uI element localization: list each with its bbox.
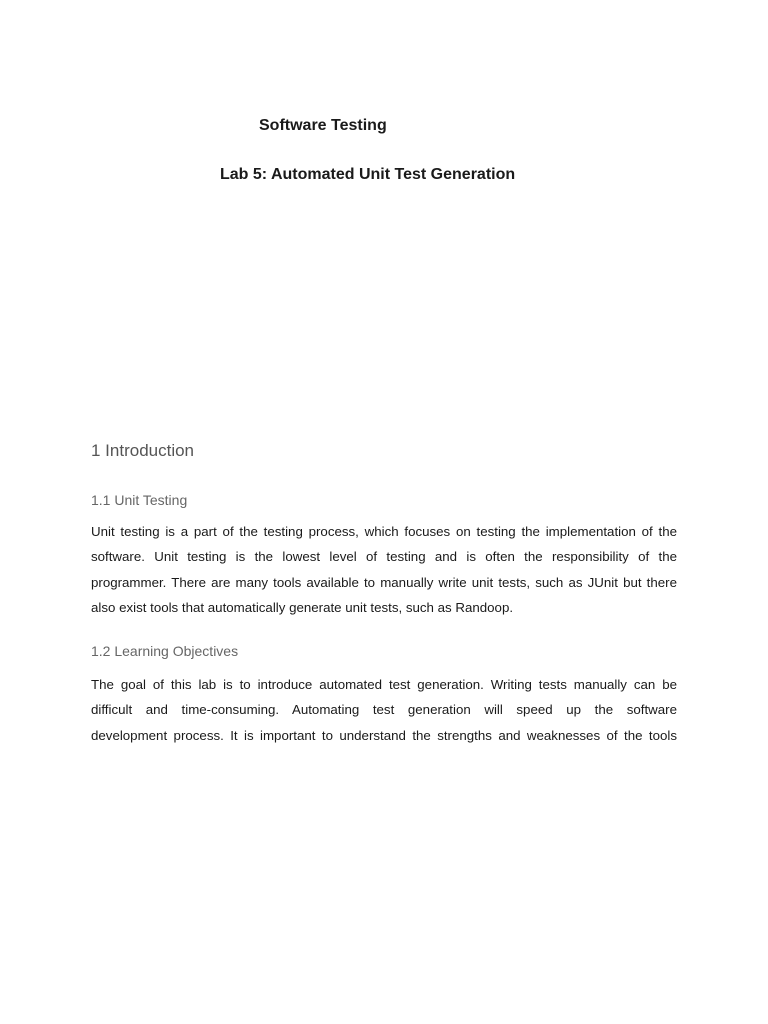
paragraph-line: programmer. There are many tools available to manually write unit tests, such as JUnit but there: [91, 574, 677, 590]
paragraph-line: The goal of this lab is to introduce automated test generation. Writing tests manually can be: [91, 677, 677, 692]
paragraph-line: software. Unit testing is the lowest level of testing and is often the responsibility of the: [91, 549, 677, 565]
subsection-heading-learning-objectives: 1.2 Learning Objectives: [91, 643, 239, 659]
paragraph-line: also exist tools that automatically generate unit tests, such as Randoop.: [91, 599, 514, 615]
paragraph-learning-objectives: [91, 672, 677, 748]
subsection-heading-unit-testing: 1.1 Unit Testing: [91, 492, 188, 508]
section-heading-introduction: 1 Introduction: [91, 441, 195, 460]
paragraph-line: difficult and time-consuming. Automating test generation will speed up the software: [91, 702, 677, 718]
document-subtitle: Lab 5: Automated Unit Test Generation: [220, 166, 516, 183]
paragraph-line: development process. It is important to understand the strengths and weaknesses of the tools: [91, 727, 677, 743]
paragraph-line: Unit testing is a part of the testing process, which focuses on testing the implementation of the: [91, 524, 677, 539]
paragraph-unit-testing: [91, 519, 677, 620]
document-title: Software Testing: [259, 117, 387, 134]
